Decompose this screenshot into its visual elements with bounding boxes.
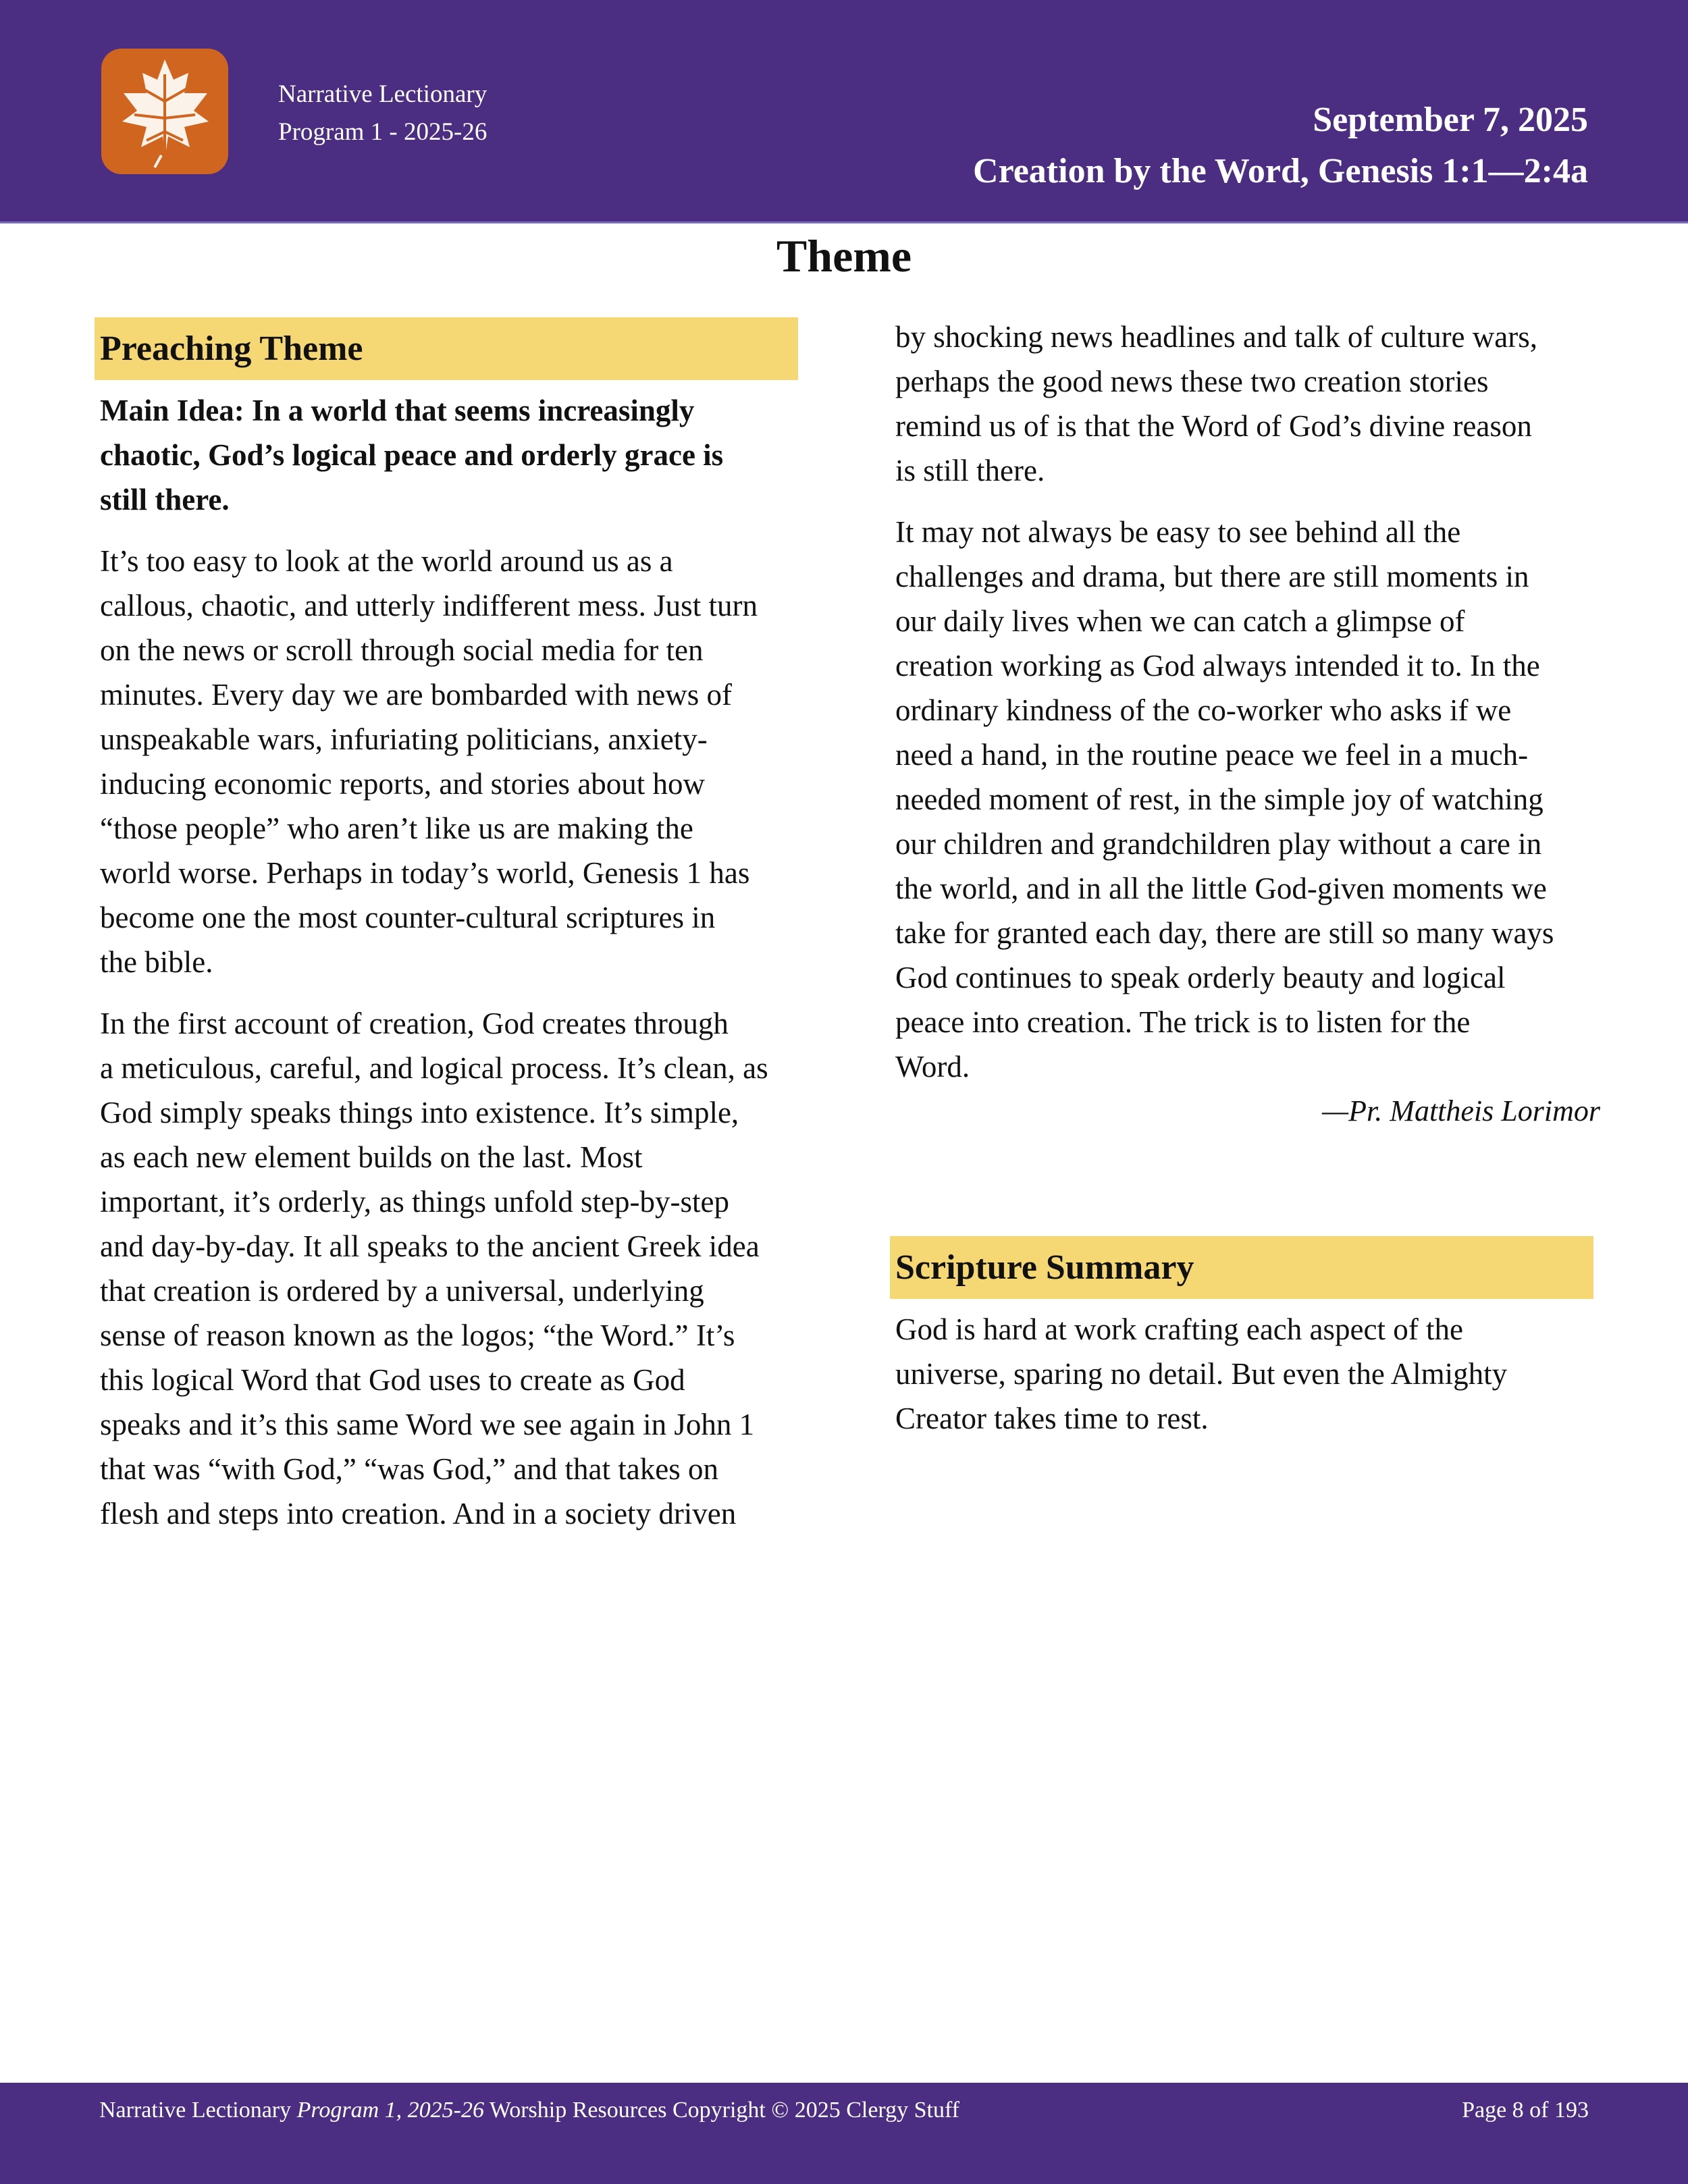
text-line: world worse. Perhaps in today’s world, Genesis 1 has bbox=[100, 856, 750, 890]
left-column bbox=[95, 317, 798, 1553]
paragraph bbox=[895, 315, 1593, 493]
text-line: our daily lives when we can catch a glimpse of bbox=[895, 604, 1465, 638]
text-line: Creator takes time to rest. bbox=[895, 1402, 1209, 1435]
lesson-date: September 7, 2025 bbox=[1313, 101, 1588, 139]
text-line: take for granted each day, there are still so many ways bbox=[895, 916, 1554, 950]
text-line: by shocking news headlines and talk of culture wars, bbox=[895, 320, 1537, 354]
text-line: needed moment of rest, in the simple joy of watching bbox=[895, 782, 1544, 816]
text-line: universe, sparing no detail. But even the Almighty bbox=[895, 1357, 1508, 1391]
program-info bbox=[278, 76, 487, 151]
copyright-prefix: Narrative Lectionary bbox=[99, 2098, 297, 2123]
paragraph bbox=[100, 1001, 798, 1536]
lesson-heading bbox=[973, 95, 1588, 197]
lesson-title: Creation by the Word, Genesis 1:1—2:4a bbox=[973, 152, 1588, 190]
text-line: still there. bbox=[100, 483, 230, 516]
text-line: God is hard at work crafting each aspect of the bbox=[895, 1312, 1463, 1346]
text-line: remind us of is that the Word of God’s divine reason bbox=[895, 409, 1532, 443]
maple-leaf-icon bbox=[114, 54, 215, 169]
text-line: need a hand, in the routine peace we feel in a much- bbox=[895, 738, 1529, 772]
text-line: inducing economic reports, and stories about how bbox=[100, 767, 706, 801]
text-line: the bible. bbox=[100, 945, 213, 979]
copyright-suffix: Worship Resources Copyright © 2025 Clergy Stuff bbox=[483, 2098, 960, 2123]
text-line: and day-by-day. It all speaks to the ancient Greek idea bbox=[100, 1229, 760, 1263]
text-line: that was “with God,” “was God,” and that takes on bbox=[100, 1452, 718, 1486]
scripture-summary-heading: Scripture Summary bbox=[890, 1236, 1593, 1299]
text-line: our children and grandchildren play without a care in bbox=[895, 827, 1542, 861]
text-line: callous, chaotic, and utterly indifferent mess. Just turn bbox=[100, 589, 758, 622]
text-line: It’s too easy to look at the world around us as a bbox=[100, 544, 673, 578]
text-line: this logical Word that God uses to create as God bbox=[100, 1363, 685, 1397]
preaching-theme-heading: Preaching Theme bbox=[95, 317, 798, 380]
text-line: challenges and drama, but there are still moments in bbox=[895, 560, 1529, 593]
text-line: that creation is ordered by a universal, underlying bbox=[100, 1274, 704, 1308]
text-line: flesh and steps into creation. And in a society driven bbox=[100, 1497, 737, 1530]
text-line: is still there. bbox=[895, 454, 1045, 487]
text-line: It may not always be easy to see behind all the bbox=[895, 515, 1461, 549]
signature: —Pr. Mattheis Lorimor bbox=[1322, 1094, 1600, 1127]
text-line: as each new element builds on the last. Most bbox=[100, 1140, 643, 1174]
text-line: peace into creation. The trick is to listen for the bbox=[895, 1005, 1471, 1039]
text-line: creation working as God always intended it to. In the bbox=[895, 649, 1540, 683]
text-line: the world, and in all the little God-given moments we bbox=[895, 872, 1547, 905]
summary-paragraph bbox=[895, 1307, 1593, 1441]
text-line: important, it’s orderly, as things unfold step-by-step bbox=[100, 1185, 729, 1219]
header-band bbox=[0, 0, 1688, 223]
main-idea bbox=[100, 388, 798, 522]
text-line: sense of reason known as the logos; “the Word.” It’s bbox=[100, 1319, 735, 1352]
copyright-program: Program 1, 2025-26 bbox=[296, 2098, 484, 2123]
paragraph bbox=[100, 539, 798, 984]
text-line: God continues to speak orderly beauty and logical bbox=[895, 961, 1506, 994]
text-line: ordinary kindness of the co-worker who asks if we bbox=[895, 693, 1512, 727]
logo bbox=[101, 49, 228, 174]
text-line: God simply speaks things into existence. It’s simple, bbox=[100, 1096, 739, 1129]
text-line: a meticulous, careful, and logical process. It’s clean, as bbox=[100, 1051, 768, 1085]
text-line: In the first account of creation, God creates through bbox=[100, 1007, 729, 1040]
copyright bbox=[99, 2098, 959, 2123]
program-year: Program 1 - 2025-26 bbox=[278, 118, 487, 146]
text-line: Main Idea: In a world that seems increasingly bbox=[100, 394, 695, 427]
text-line: on the news or scroll through social media for ten bbox=[100, 633, 704, 667]
paragraph bbox=[895, 510, 1593, 1089]
page-title: Theme bbox=[776, 230, 912, 282]
text-line: become one the most counter-cultural scriptures in bbox=[100, 901, 716, 934]
text-line: minutes. Every day we are bombarded with news of bbox=[100, 678, 732, 712]
footer bbox=[0, 2083, 1688, 2184]
text-line: perhaps the good news these two creation stories bbox=[895, 365, 1489, 398]
page-number: Page 8 of 193 bbox=[1462, 2098, 1589, 2123]
program-name: Narrative Lectionary bbox=[278, 80, 487, 108]
text-line: speaks and it’s this same Word we see again in John 1 bbox=[100, 1408, 755, 1441]
right-column bbox=[890, 315, 1600, 1458]
text-line: Word. bbox=[895, 1050, 970, 1084]
text-line: “those people” who aren’t like us are making the bbox=[100, 811, 693, 845]
text-line: unspeakable wars, infuriating politicians, anxiety- bbox=[100, 722, 708, 756]
text-line: chaotic, God’s logical peace and orderly grace is bbox=[100, 438, 724, 472]
